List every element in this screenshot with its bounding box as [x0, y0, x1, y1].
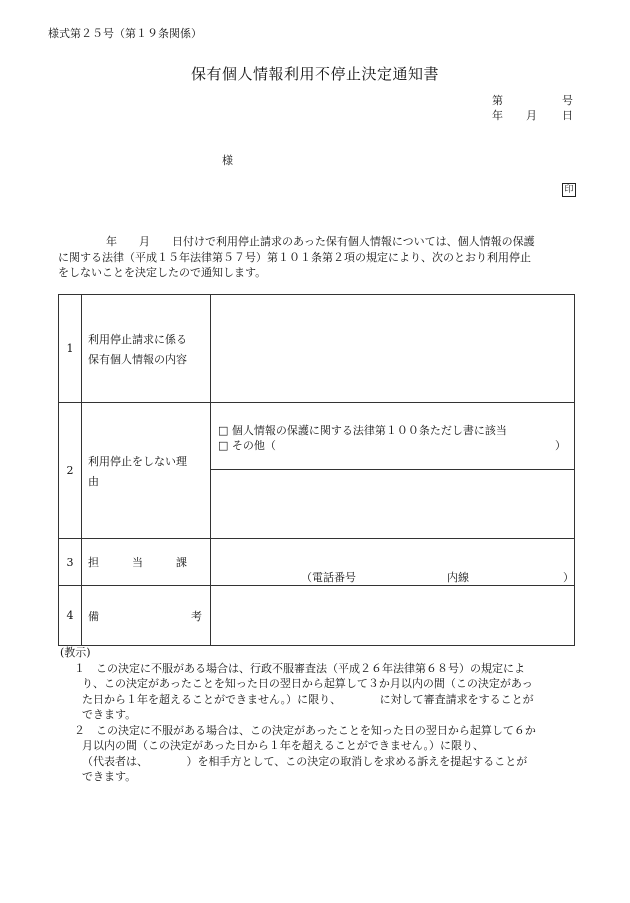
option-other[interactable]: □ その他（ [218, 439, 276, 452]
personal-info-content-cell[interactable] [211, 295, 575, 403]
reason-content-cell [211, 403, 575, 539]
note-1-line: １ この決定に不服がある場合は、行政不服審査法（平成２６年法律第６８号）の規定によ [74, 661, 525, 675]
remarks-content-cell[interactable] [211, 586, 575, 646]
note-2-line: できます。 [82, 770, 137, 783]
instructions [60, 645, 580, 785]
note-1-line: た日から１年を超えることができません。）に限り、 に対して審査請求をすることが [82, 692, 534, 706]
note-2-line: ２ この決定に不服がある場合は、この決定があったことを知った日の翌日から起算して６か [74, 723, 536, 737]
label-remarks-left: 備 [88, 609, 99, 623]
seal-mark: 印 [562, 183, 576, 197]
label-remarks-right: 考 [191, 609, 202, 623]
addressee-sama: 様 [222, 154, 233, 167]
row-label-department: 担 当 課 [82, 539, 211, 586]
label-line: 保有個人情報の内容 [88, 352, 187, 366]
table-row [59, 295, 575, 403]
note-2-line: （代表者は、 ）を相手方として、この決定の取消しを求める訴えを提起することが [82, 754, 528, 768]
notes-heading: (教示) [60, 646, 91, 659]
label-line: 由 [88, 474, 99, 488]
date-year: 年 [492, 109, 503, 122]
label-line: 利用停止請求に係る [88, 332, 187, 346]
option-article-100[interactable]: □ 個人情報の保護に関する法律第１００条ただし書に該当 [218, 424, 507, 437]
decision-table [58, 294, 575, 646]
phone-label: （電話番号 [301, 571, 356, 584]
notice-body [58, 234, 578, 281]
body-line-1: 年 月 日付けで利用停止請求のあった保有個人情報については、個人情報の保護 [106, 235, 535, 248]
table-row [59, 403, 575, 539]
department-content-cell[interactable] [211, 539, 575, 586]
row-number: 1 [59, 295, 82, 403]
row-label-personal-info [82, 295, 211, 403]
row-number: 3 [59, 539, 82, 586]
note-1-line: り、この決定があったことを知った日の翌日から起算して３か月以内の間（この決定があっ [82, 677, 533, 690]
note-1-line: できます。 [82, 708, 137, 721]
doc-number-dai: 第 [492, 94, 503, 107]
row-number: 4 [59, 586, 82, 646]
doc-number-go: 号 [562, 94, 573, 107]
document-title: 保有個人情報利用不停止決定通知書 [190, 65, 439, 83]
row-number: 2 [59, 403, 82, 539]
option-other-close: ） [555, 439, 566, 452]
body-line-3: をしないことを決定したので通知します。 [58, 266, 267, 279]
note-2-line: 月以内の間（この決定があった日から１年を超えることができません。）に限り、 [82, 739, 485, 752]
reason-options [211, 403, 574, 470]
phone-close: ） [563, 571, 574, 584]
form-number: 様式第２５号（第１９条関係） [48, 27, 202, 40]
label-line: 利用停止をしない理 [88, 454, 187, 468]
body-line-2: に関する法律（平成１５年法律第５７号）第１０１条第２項の規定により、次のとおり利用停止 [58, 250, 531, 264]
reason-detail-cell[interactable] [211, 470, 574, 538]
extension-label: 内線 [447, 571, 469, 584]
date-month: 月 [526, 109, 537, 122]
date-day: 日 [562, 109, 573, 122]
table-row [59, 586, 575, 646]
table-row [59, 539, 575, 586]
row-label-reason [82, 403, 211, 539]
row-label-remarks [82, 586, 211, 646]
